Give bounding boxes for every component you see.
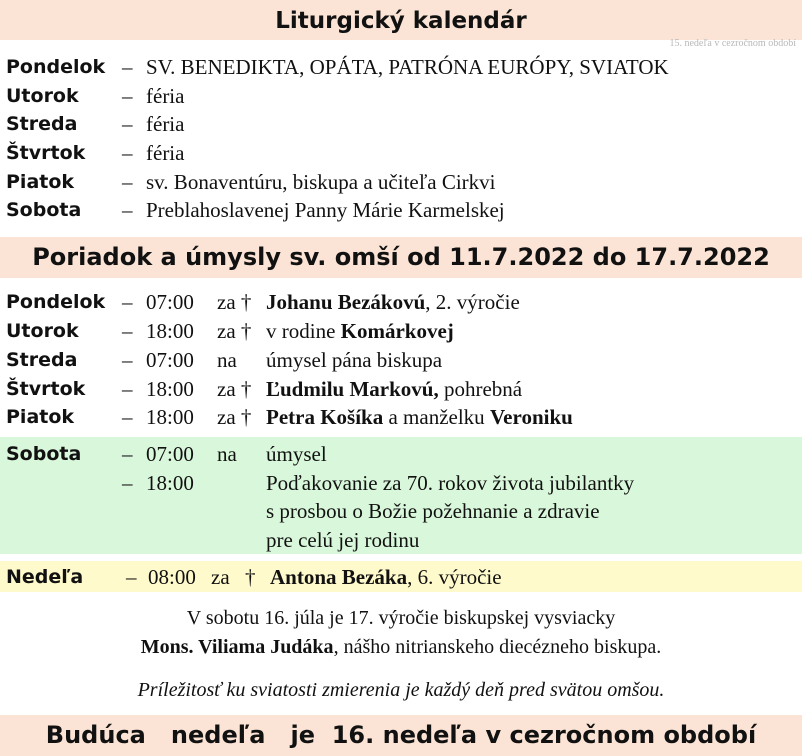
calendar-entry: Preblahoslavenej Panny Márie Karmelskej — [146, 198, 505, 222]
note-bishop-name: Mons. Viliama Judáka — [140, 636, 334, 658]
mass-intention-part: Johanu Bezákovú — [266, 290, 426, 314]
mass-intention — [266, 346, 442, 374]
note-confession: Príležitosť ku sviatosti zmierenia je každý deň pred svätou omšou. — [137, 679, 665, 701]
sunday-time: 08:00 — [148, 565, 196, 589]
calendar-day: Štvrtok — [6, 142, 86, 164]
sunday-rest: , 6. výročie — [407, 565, 502, 589]
saturday-day: Sobota — [6, 443, 82, 465]
calendar-entry: féria — [146, 112, 185, 136]
mass-time: 18:00 — [146, 319, 194, 343]
saturday-dash: – — [122, 442, 133, 466]
saturday-text: pre celú jej rodinu — [266, 528, 420, 552]
mass-time: 07:00 — [146, 290, 194, 314]
corner-note: 15. nedeľa v cezročnom období — [669, 38, 796, 49]
mass-intention-part: Veroniku — [489, 405, 573, 429]
sunday-cross: † — [245, 565, 256, 589]
saturday-dash: – — [122, 471, 133, 495]
mass-time: 07:00 — [146, 348, 194, 372]
mass-day: Štvrtok — [6, 378, 86, 400]
calendar-entry: SV. BENEDIKTA, OPÁTA, PATRÓNA EURÓPY, SVIATOK — [146, 55, 669, 79]
calendar-dash: – — [122, 170, 133, 194]
calendar-title: Liturgický kalendár — [275, 8, 527, 34]
mass-time: 18:00 — [146, 377, 194, 401]
calendar-entry: féria — [146, 141, 185, 165]
sunday-dash: – — [126, 565, 137, 589]
mass-intention-part: a manželku — [383, 405, 490, 429]
mass-time: 18:00 — [146, 405, 194, 429]
mass-dash: – — [122, 348, 133, 372]
mass-intention-part: pohrebná — [438, 377, 523, 401]
mass-intention-part: v rodine — [266, 319, 341, 343]
mass-intention-part: Komárkovej — [340, 319, 454, 343]
sunday-prep: za — [211, 565, 230, 589]
mass-intention — [266, 317, 454, 345]
calendar-entry: féria — [146, 84, 185, 108]
calendar-dash: – — [122, 141, 133, 165]
mass-intention — [266, 288, 520, 316]
saturday-time: 07:00 — [146, 442, 194, 466]
saturday-prep: na — [217, 442, 237, 466]
mass-prep: za † — [217, 290, 252, 314]
mass-prep: za † — [217, 319, 252, 343]
mass-day: Streda — [6, 349, 78, 371]
mass-day: Pondelok — [6, 291, 106, 313]
header-mass-schedule — [0, 237, 802, 278]
mass-prep: za † — [217, 377, 252, 401]
mass-intention-part: Petra Košíka — [266, 405, 384, 429]
note-line-1: V sobotu 16. júla je 17. výročie biskupskej vysviacky — [186, 607, 616, 629]
mass-dash: – — [122, 405, 133, 429]
mass-dash: – — [122, 319, 133, 343]
mass-dash: – — [122, 377, 133, 401]
saturday-text: úmysel — [266, 442, 327, 466]
calendar-day: Utorok — [6, 85, 79, 107]
mass-intention-part: Ľudmilu Markovú, — [266, 377, 439, 401]
calendar-dash: – — [122, 84, 133, 108]
mass-prep: za † — [217, 405, 252, 429]
mass-prep: na — [217, 348, 237, 372]
calendar-day: Pondelok — [6, 56, 106, 78]
saturday-time: 18:00 — [146, 471, 194, 495]
footer-next-sunday — [0, 715, 802, 756]
mass-intention-part: úmysel pána biskupa — [266, 348, 443, 372]
calendar-day: Sobota — [6, 199, 82, 221]
mass-dash: – — [122, 290, 133, 314]
mass-intention — [266, 403, 573, 431]
footer-title: Budúca nedeľa je 16. nedeľa v cezročnom období — [45, 721, 757, 749]
calendar-entry: sv. Bonaventúru, biskupa a učiteľa Cirkvi — [146, 170, 496, 194]
sunday-day: Nedeľa — [6, 566, 84, 588]
calendar-dash: – — [122, 112, 133, 136]
calendar-day: Piatok — [6, 171, 75, 193]
mass-intention — [266, 375, 522, 403]
header-liturgical-calendar — [0, 0, 802, 40]
sunday-intention — [270, 563, 502, 591]
saturday-text: Poďakovanie za 70. rokov života jubilantky — [266, 471, 635, 495]
saturday-text: s prosbou o Božie požehnanie a zdravie — [266, 499, 600, 523]
note-line-2 — [0, 633, 802, 661]
calendar-dash: – — [122, 198, 133, 222]
mass-day: Utorok — [6, 320, 79, 342]
mass-schedule-title: Poriadok a úmysly sv. omší od 11.7.2022 do 17.7.2022 — [32, 243, 770, 271]
mass-day: Piatok — [6, 406, 75, 428]
note-line-2-rest: , nášho nitrianskeho diecézneho biskupa. — [333, 636, 662, 658]
mass-intention-part: , 2. výročie — [425, 290, 520, 314]
sunday-name: Antona Bezáka — [270, 565, 408, 589]
calendar-dash: – — [122, 55, 133, 79]
calendar-day: Streda — [6, 113, 78, 135]
